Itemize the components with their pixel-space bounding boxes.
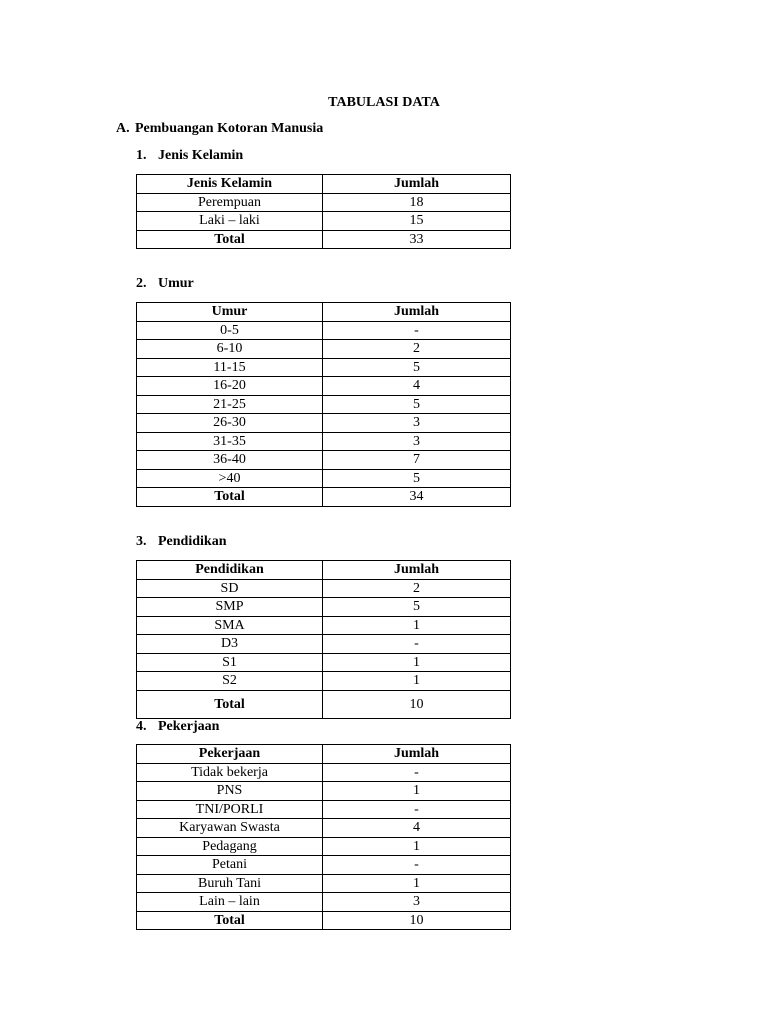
total-label: Total [137, 911, 323, 930]
table-cell: 1 [323, 782, 511, 801]
table-cell: - [323, 635, 511, 654]
table-row [137, 414, 511, 433]
table-pekerjaan [136, 744, 511, 930]
table-cell: Laki – laki [137, 212, 323, 231]
table-cell: 36-40 [137, 451, 323, 470]
table-cell: 5 [323, 395, 511, 414]
table-cell: 3 [323, 432, 511, 451]
table-cell: Karyawan Swasta [137, 819, 323, 838]
subsection-number: 4. [136, 719, 147, 734]
section-title: Pembuangan Kotoran Manusia [135, 121, 324, 136]
table-cell: 2 [323, 579, 511, 598]
table-header-row [137, 561, 511, 580]
table-row [137, 598, 511, 617]
table-row [137, 616, 511, 635]
table-cell: Lain – lain [137, 893, 323, 912]
table-cell: 16-20 [137, 377, 323, 396]
table-cell: 26-30 [137, 414, 323, 433]
table-cell: - [323, 856, 511, 875]
table-cell: Pedagang [137, 837, 323, 856]
table-cell: 6-10 [137, 340, 323, 359]
total-value: 33 [323, 230, 511, 249]
section-number: A. [116, 121, 130, 136]
column-header: Pekerjaan [137, 745, 323, 764]
table-cell: 3 [323, 414, 511, 433]
table-cell: 15 [323, 212, 511, 231]
table-cell: 3 [323, 893, 511, 912]
table-total-row [137, 911, 511, 930]
table-row [137, 856, 511, 875]
column-header: Jumlah [323, 745, 511, 764]
subsection-heading-umur [136, 275, 194, 293]
table-cell: 5 [323, 598, 511, 617]
table-cell: 5 [323, 469, 511, 488]
table-row [137, 377, 511, 396]
section-heading [116, 120, 323, 138]
table-cell: - [323, 800, 511, 819]
subsection-number: 1. [136, 148, 147, 163]
table-row [137, 635, 511, 654]
table-row [137, 212, 511, 231]
table-cell: 2 [323, 340, 511, 359]
subsection-title: Pekerjaan [158, 719, 220, 734]
table-row [137, 782, 511, 801]
table-cell: Perempuan [137, 193, 323, 212]
table-cell: S2 [137, 672, 323, 691]
column-header: Jumlah [323, 303, 511, 322]
table-cell: - [323, 763, 511, 782]
total-label: Total [137, 690, 323, 718]
total-value: 34 [323, 488, 511, 507]
table-row [137, 451, 511, 470]
table-cell: 5 [323, 358, 511, 377]
table-row [137, 763, 511, 782]
table-cell: 31-35 [137, 432, 323, 451]
total-value: 10 [323, 911, 511, 930]
table-cell: 1 [323, 653, 511, 672]
table-header-row [137, 303, 511, 322]
table-row [137, 874, 511, 893]
table-header-row [137, 745, 511, 764]
table-row [137, 432, 511, 451]
table-row [137, 340, 511, 359]
table-jenis-kelamin [136, 174, 511, 249]
table-row [137, 579, 511, 598]
table-cell: S1 [137, 653, 323, 672]
table-row [137, 800, 511, 819]
table-header-row [137, 175, 511, 194]
column-header: Jenis Kelamin [137, 175, 323, 194]
subsection-number: 3. [136, 534, 147, 549]
total-value: 10 [323, 690, 511, 718]
table-cell: 1 [323, 874, 511, 893]
table-total-row [137, 690, 511, 718]
subsection-heading-pekerjaan [136, 718, 219, 736]
table-cell: SD [137, 579, 323, 598]
column-header: Pendidikan [137, 561, 323, 580]
table-cell: Tidak bekerja [137, 763, 323, 782]
table-cell: 1 [323, 616, 511, 635]
table-row [137, 395, 511, 414]
table-cell: 0-5 [137, 321, 323, 340]
table-row [137, 358, 511, 377]
table-cell: PNS [137, 782, 323, 801]
table-pendidikan [136, 560, 511, 719]
table-cell: SMP [137, 598, 323, 617]
table-cell: 18 [323, 193, 511, 212]
table-cell: 11-15 [137, 358, 323, 377]
table-row [137, 819, 511, 838]
subsection-title: Jenis Kelamin [158, 148, 244, 163]
table-row [137, 653, 511, 672]
table-row [137, 837, 511, 856]
table-cell: - [323, 321, 511, 340]
table-cell: D3 [137, 635, 323, 654]
table-cell: >40 [137, 469, 323, 488]
subsection-title: Pendidikan [158, 534, 227, 549]
table-row [137, 321, 511, 340]
table-cell: 21-25 [137, 395, 323, 414]
table-cell: 1 [323, 837, 511, 856]
table-cell: Buruh Tani [137, 874, 323, 893]
column-header: Umur [137, 303, 323, 322]
column-header: Jumlah [323, 561, 511, 580]
total-label: Total [137, 230, 323, 249]
table-row [137, 469, 511, 488]
table-row [137, 193, 511, 212]
table-umur [136, 302, 511, 507]
table-total-row [137, 488, 511, 507]
table-cell: Petani [137, 856, 323, 875]
table-cell: SMA [137, 616, 323, 635]
table-cell: 4 [323, 377, 511, 396]
table-cell: 4 [323, 819, 511, 838]
column-header: Jumlah [323, 175, 511, 194]
subsection-number: 2. [136, 276, 147, 291]
subsection-heading-pendidikan [136, 533, 226, 551]
table-total-row [137, 230, 511, 249]
subsection-heading-jenis-kelamin [136, 147, 243, 165]
subsection-title: Umur [158, 276, 194, 291]
table-cell: 1 [323, 672, 511, 691]
table-cell: 7 [323, 451, 511, 470]
total-label: Total [137, 488, 323, 507]
table-row [137, 672, 511, 691]
page-title: TABULASI DATA [328, 95, 440, 110]
table-row [137, 893, 511, 912]
table-cell: TNI/PORLI [137, 800, 323, 819]
